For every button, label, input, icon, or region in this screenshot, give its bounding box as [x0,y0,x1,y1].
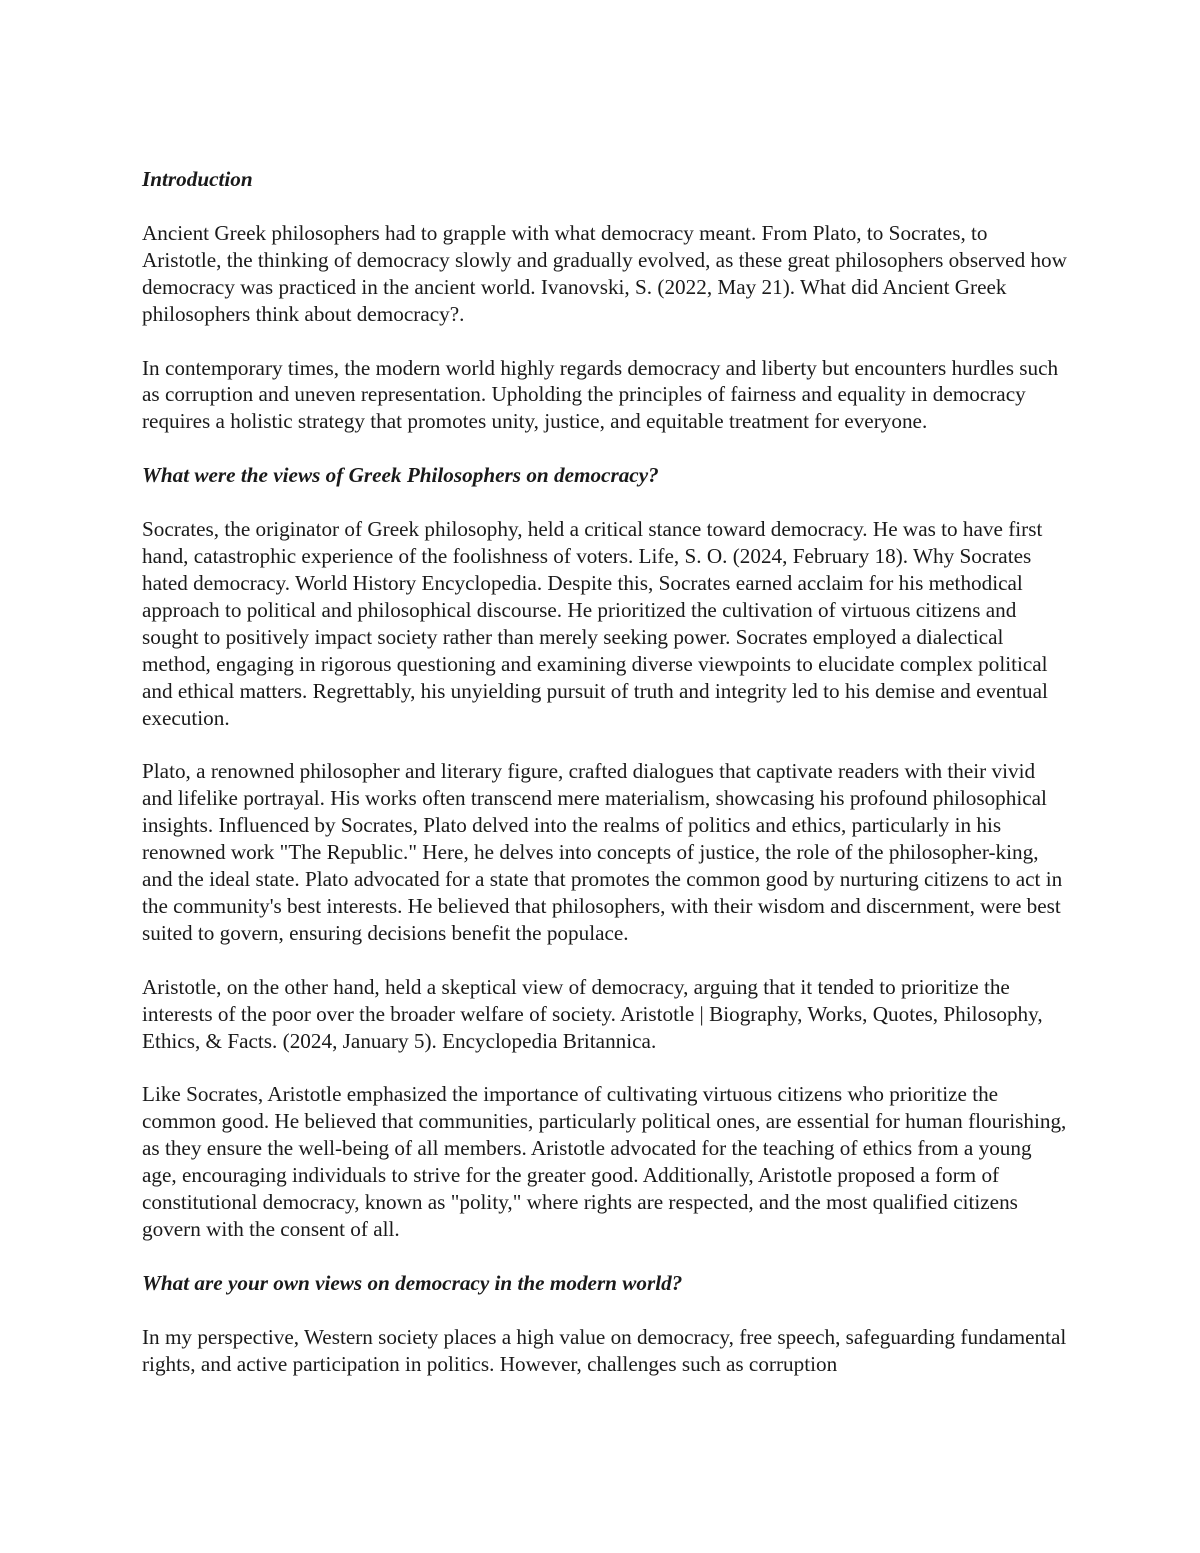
paragraph-intro-greek-philosophers: Ancient Greek philosophers had to grapple with what democracy meant. From Plato, to Socrates, to Aristotle, the thinking of democracy slowly and gradually evolved, as these great philosophers observed how democracy was practiced in the ancient world. Ivanovski, S. (2022, May 21). What did Ancient Greek philosophers think about democracy?. [142,220,1067,326]
section-heading-own-views: What are your own views on democracy in the modern world? [142,1270,683,1295]
paragraph-aristotle-skeptical: Aristotle, on the other hand, held a skeptical view of democracy, arguing that it tended to prioritize the interests of the poor over the broader welfare of society. Aristotle | Biography, Works, Quotes, Philosophy, Ethics, & Facts. (2024, January 5). Encyclopedia Britannica. [142,974,1043,1053]
paragraph-aristotle-virtue: Like Socrates, Aristotle emphasized the importance of cultivating virtuous citizens who prioritize the common good. He believed that communities, particularly political ones, are essential for human flourishing, as they ensure the well-being of all members. Aristotle advocated for the teaching of ethics from a young age, encouraging individuals to strive for the greater good. Additionally, Aristotle proposed a form of constitutional democracy, known as "polity," where rights are respected, and the most qualified citizens govern with the consent of all. [142,1082,1067,1241]
document-body [142,166,1067,1378]
paragraph-own-perspective: In my perspective, Western society places a high value on democracy, free speech, safeguarding fundamental rights, and active participation in politics. However, challenges such as corruption [142,1324,1067,1376]
paragraph-socrates: Socrates, the originator of Greek philosophy, held a critical stance toward democracy. He was to have first hand, catastrophic experience of the foolishness of voters. Life, S. O. (2024, February 18). Why Socrates hated democracy. World History Encyclopedia. Despite this, Socrates earned acclaim for his methodical approach to political and philosophical discourse. He prioritized the cultivation of virtuous citizens and sought to positively impact society rather than merely seeking power. Socrates employed a dialectical method, engaging in rigorous questioning and examining diverse viewpoints to elucidate complex political and ethical matters. Regrettably, his unyielding pursuit of truth and integrity led to his demise and eventual execution. [142,517,1048,730]
paragraph-intro-contemporary: In contemporary times, the modern world highly regards democracy and liberty but encounters hurdles such as corruption and uneven representation. Upholding the principles of fairness and equality in democracy requires a holistic strategy that promotes unity, justice, and equitable treatment for everyone. [142,355,1059,434]
section-heading-greek-views: What were the views of Greek Philosophers on democracy? [142,463,659,488]
paragraph-plato: Plato, a renowned philosopher and literary figure, crafted dialogues that captivate readers with their vivid and lifelike portrayal. His works often transcend mere materialism, showcasing his profound philosophical insights. Influenced by Socrates, Plato delved into the realms of politics and ethics, particularly in his renowned work "The Republic." Here, he delves into concepts of justice, the role of the philosopher-king, and the ideal state. Plato advocated for a state that promotes the common good by nurturing citizens to act in the community's best interests. He believed that philosophers, with their wisdom and discernment, were best suited to govern, ensuring decisions benefit the populace. [142,759,1063,945]
section-heading-introduction: Introduction [142,167,253,191]
